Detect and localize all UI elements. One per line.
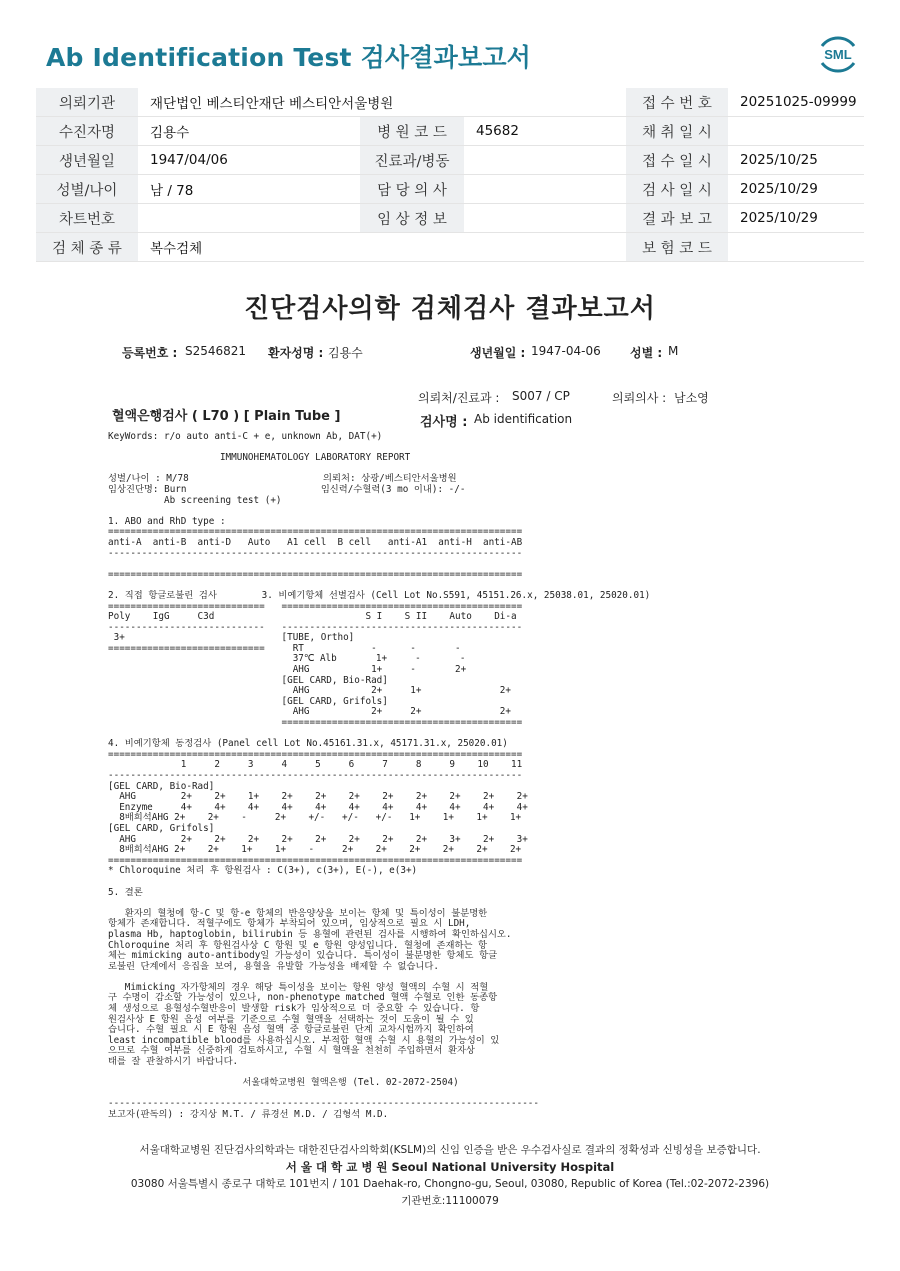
blood-bank-test: 혈액은행검사 ( L70 ) [ Plain Tube ] (112, 409, 341, 424)
footer-address: 03080 서울특별시 종로구 대학로 101번지 / 101 Daehak-ro, Chongno-gu, Seoul, 03080, Republic of Korea (Tel.:02-2072-2396) (130, 1178, 770, 1190)
info-label: 결 과 보 고 (626, 204, 728, 233)
sex-label: 성별 : (630, 346, 663, 360)
info-value: 45682 (464, 117, 626, 146)
info-label: 보 험 코 드 (626, 233, 728, 262)
footer-cert: 서울대학교병원 진단검사의학과는 대한진단검사의학회(KSLM)의 신임 인증을 받은 우수검사실로 결과의 정확성과 신빙성을 보증합니다. (139, 1144, 761, 1156)
info-value: 재단법인 베스티안재단 베스티안서울병원 (138, 88, 626, 117)
info-label: 임 상 정 보 (360, 204, 464, 233)
info-label: 생년월일 (36, 146, 138, 175)
logo-text: SML (824, 47, 852, 62)
info-label: 의뢰기관 (36, 88, 138, 117)
report-body: KeyWords: r/o auto anti-C + e, unknown Ab, DAT(+) IMMUNOHEMATOLOGY LABORATORY REPORT 성별/나이 : M/78 의뢰처: 상광/베스티안서울병원 임상진단명: Burn 임신력/수혈력(3 mo 이내): -/- Ab screening test (+) 1. ABO and RhD type : ========================================================================== anti-A anti-B anti-D Auto A1 cell B cell anti-A1 anti-H anti-AB -------------------------------------------------------------------------- ========================================================================== 2. 직접 항글로불린 검사 3. 비예기항체 선별검사 (Cell Lot No.S591, 45151.26.x, 25038.01, 25020.01) ============================ =========================================== Poly IgG C3d S I S II Auto Di-a ---------------------------- ------------------------------------------- 3+ [TUBE, Ortho] ============================ RT - - - 37℃ Alb 1+ - - AHG 1+ - 2+ [GEL CARD, Bio-Rad] AHG 2+ 1+ 2+ [GEL CARD, Grifols] AHG 2+ 2+ 2+ =========================================== 4. 비예기항체 동정검사 (Panel cell Lot No.45161.31.x, 45171.31.x, 25020.01) ========================================================================== 1 2 3 4 5 6 7 8 9 10 11 -------------------------------------------------------------------------- [GEL CARD, Bio-Rad] AHG 2+ 2+ 1+ 2+ 2+ 2+ 2+ 2+ 2+ 2+ 2+ Enzyme 4+ 4+ 4+ 4+ 4+ 4+ 4+ 4+ 4+ 4+ 4+ 8배희석AHG 2+ 2+ - 2+ +/- +/- +/- 1+ 1+ 1+ 1+ [GEL CARD, Grifols] AHG 2+ 2+ 2+ 2+ 2+ 2+ 2+ 2+ 3+ 2+ 3+ 8배희석AHG 2+ 2+ 1+ 1+ - 2+ 2+ 2+ 2+ 2+ 2+ ========================================================================== * Chloroquine 처리 후 항원검사 : C(3+), c(3+), E(-), e(3+) 5. 결론 환자의 혈청에 항-C 및 항-e 항체의 반응양상을 보이는 항체 및 특이성이 불분명한 항체가 존재합니다. 적혈구에도 항체가 부착되어 있으며, 임상적으로 필요 시 LDH, plasma Hb, haptoglobin, bilirubin 등 용혈에 관련된 검사를 시행하여 확인하십시오. Chloroquine 처리 후 항원검사상 C 항원 및 e 항원 양성입니다. 혈청에 존재하는 항 체는 mimicking auto-antibody일 가능성이 있습니다. 특이성이 불분명한 항체도 항글 로불린 단계에서 응집을 보여, 용혈을 유발할 가능성을 배제할 수 없습니다. Mimicking 자가항체의 경우 해당 특이성을 보이는 항원 양성 혈액의 수혈 시 적혈 구 수명이 감소할 가능성이 있으나, non-phenotype matched 혈액 수혈로 인한 동종항 체 생성으로 용혈성수혈반응이 발생할 risk가 임상적으로 더 중요할 수 있습니다. 항 원검사상 E 항원 음성 여부를 기준으로 수혈 혈액을 선택하는 것이 도움이 될 수 있 습니다. 수혈 필요 시 E 항원 음성 혈액 중 항글로불린 단계 교차시험까지 확인하여 least incompatible blood를 사용하십시오. 부적합 혈액 수혈 시 용혈의 가능성이 있 으므로 수혈 여부를 신중하게 검토하시고, 수혈 시 혈액을 천천히 주입하면서 환자상 태를 잘 관찰하시기 바랍니다. 서울대학교병원 혈액은행 (Tel. 02-2072-2504) ----------------------------------------------------------------------------- 보고자(판독의) : 강지상 M.T. / 류경선 M.D. / 김형석 M.D. (108, 431, 651, 1120)
info-value: 1947/04/06 (138, 146, 360, 175)
dept-label: 의뢰처/진료과 : (418, 391, 500, 405)
info-value: 복수검체 (138, 233, 626, 262)
info-value: 2025/10/29 (728, 175, 864, 204)
sex: M (668, 344, 679, 358)
info-value: 2025/10/29 (728, 204, 864, 233)
reg-no-label: 등록번호 : (122, 346, 178, 360)
patient-name: 김용수 (328, 346, 363, 360)
info-label: 채 취 일 시 (626, 117, 728, 146)
page-title: Ab Identification Test 검사결과보고서 (46, 43, 532, 72)
footer-hospital: 서 울 대 학 교 병 원 Seoul National University Hospital (285, 1160, 615, 1174)
info-value: 2025/10/25 (728, 146, 864, 175)
footer-inst-no: 기관번호:11100079 (401, 1195, 499, 1207)
info-value: 20251025-09999 (728, 88, 864, 117)
reg-no: S2546821 (185, 344, 247, 358)
info-label: 진료과/병동 (360, 146, 464, 175)
test-name-label: 검사명 : (420, 415, 468, 430)
info-value: 남 / 78 (138, 175, 360, 204)
info-label: 검 체 종 류 (36, 233, 138, 262)
info-label: 차트번호 (36, 204, 138, 233)
dept: S007 / CP (512, 389, 570, 403)
info-label: 병 원 코 드 (360, 117, 464, 146)
dob: 1947-04-06 (531, 344, 601, 358)
report-title: 진단검사의학 검체검사 결과보고서 (244, 294, 656, 324)
info-value: 김용수 (138, 117, 360, 146)
patient-name-label: 환자성명 : (268, 346, 324, 360)
info-label: 수진자명 (36, 117, 138, 146)
doctor-label: 의뢰의사 : (612, 391, 667, 405)
info-label: 성별/나이 (36, 175, 138, 204)
info-label: 접 수 번 호 (626, 88, 728, 117)
dob-label: 생년월일 : (470, 346, 526, 360)
info-label: 검 사 일 시 (626, 175, 728, 204)
info-label: 접 수 일 시 (626, 146, 728, 175)
test-name: Ab identification (474, 412, 573, 426)
info-label: 담 당 의 사 (360, 175, 464, 204)
doctor: 남소영 (674, 391, 709, 405)
